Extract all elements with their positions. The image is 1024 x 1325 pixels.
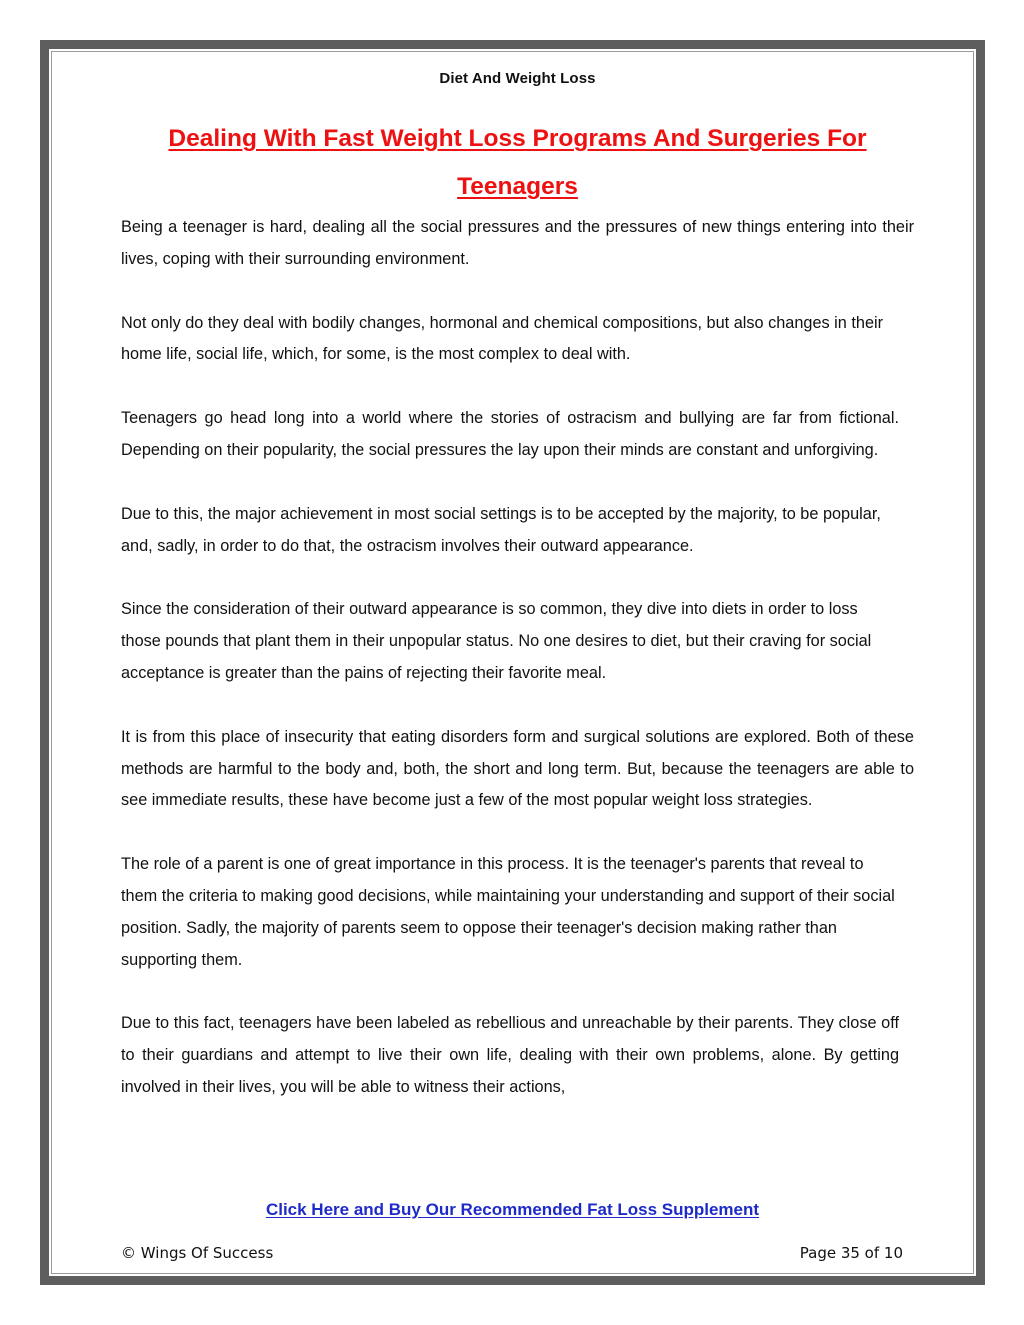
article-title: Dealing With Fast Weight Loss Programs And Surgeries For Teenagers <box>168 125 867 200</box>
buy-supplement-link[interactable]: Click Here and Buy Our Recommended Fat Loss Supplement <box>265 1200 760 1219</box>
paragraph-7: The role of a parent is one of great importance in this process. It is the teenager's parents that reveal to them the criteria to making good decisions, while maintaining your understanding and support of their social position. Sadly, the majority of parents seem to oppose their teenager's decision making rather than supporting them. <box>121 855 895 969</box>
paragraph-2: Not only do they deal with bodily changes, hormonal and chemical compositions, but also changes in their home life, social life, which, for some, is the most complex to deal with. <box>121 313 884 364</box>
paragraph-3: Teenagers go head long into a world where the stories of ostracism and bullying are far from fictional. Depending on their popularity, the social pressures the lay upon their minds are constant and unforgiving. <box>121 409 899 459</box>
page-footer <box>121 1244 903 1262</box>
page-number: Page 35 of 10 <box>799 1244 903 1262</box>
paragraph-5: Since the consideration of their outward appearance is so common, they dive into diets in order to loss those pounds that plant them in their unpopular status. No one desires to diet, but their craving for social acceptance is greater than the pains of rejecting their favorite meal. <box>121 600 872 682</box>
page-frame <box>40 40 985 1285</box>
paragraph-4: Due to this, the major achievement in most social settings is to be accepted by the majority, to be popular, and, sadly, in order to do that, the ostracism involves their outward appearance. <box>121 504 881 555</box>
paragraph-6: It is from this place of insecurity that eating disorders form and surgical solutions are explored. Both of these methods are harmful to the body and, both, the short and long term. But, because the teenagers are able to see immediate results, these have become just a few of the most popular weight loss strategies. <box>121 727 914 810</box>
paragraph-8: Due to this fact, teenagers have been labeled as rebellious and unreachable by their parents. They close off to their guardians and attempt to live their own life, dealing with their own problems, alone. By getting involved in their lives, you will be able to witness their actions, <box>121 1014 899 1096</box>
article-body <box>121 212 914 1136</box>
paragraph-1: Being a teenager is hard, dealing all the social pressures and the pressures of new things entering into their lives, coping with their surrounding environment. <box>121 218 914 268</box>
running-head: Diet And Weight Loss <box>439 70 596 87</box>
copyright-text: © Wings Of Success <box>121 1244 274 1262</box>
